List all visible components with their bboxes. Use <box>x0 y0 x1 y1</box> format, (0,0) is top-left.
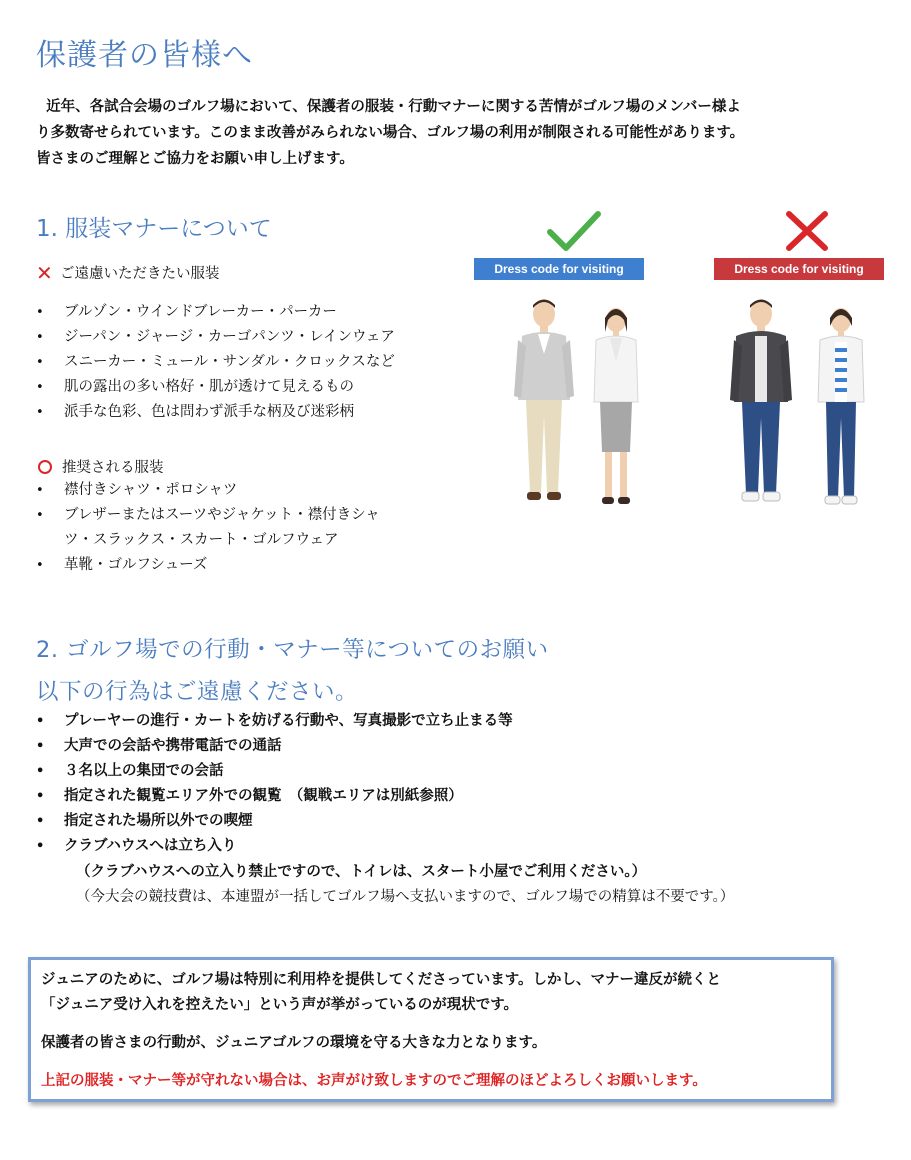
list-item: • 指定された観覧エリア外での観覧 （観戦エリアは別紙参照） <box>36 784 513 809</box>
dress-code-illustration <box>474 208 900 518</box>
list-item: • 派手な色彩、色は問わず派手な柄及び迷彩柄 <box>36 400 395 425</box>
woman-in-casual-figure <box>814 302 868 512</box>
callout-line: 「ジュニア受け入れを控えたい」という声が挙がっているのが現状です。 <box>41 997 519 1013</box>
avoid-subheading <box>36 262 220 283</box>
bad-dress-code-label: Dress code for visiting <box>714 258 884 280</box>
check-icon <box>544 208 604 254</box>
avoid-label: ご遠慮いただきたい服装 <box>60 266 220 282</box>
cross-icon <box>777 208 837 254</box>
avoid-list <box>36 300 395 425</box>
clubhouse-note: （クラブハウスへの立入り禁止ですので、トイレは、スタート小屋でご利用ください。） <box>76 864 647 880</box>
list-item: • ３名以上の集団での会話 <box>36 759 513 784</box>
recommend-label: 推奨される服装 <box>62 460 164 476</box>
list-item: • 襟付きシャツ・ポロシャツ <box>36 478 380 503</box>
callout-line: 保護者の皆さまの行動が、ジュニアゴルフの環境を守る大きな力となります。 <box>41 1035 547 1051</box>
circle-icon <box>38 460 52 474</box>
list-item: • 大声での会話や携帯電話での通話 <box>36 734 513 759</box>
intro-paragraph <box>36 94 886 172</box>
list-item: • クラブハウスへは立ち入り <box>36 834 513 859</box>
callout-warning: 上記の服装・マナー等が守れない場合は、お声がけ致しますのでご理解のほどよろしくお願いします。 <box>41 1073 707 1089</box>
list-item: • ジーパン・ジャージ・カーゴパンツ・レインウェア <box>36 325 395 350</box>
woman-in-jacket-figure <box>590 302 642 512</box>
list-item: • 革靴・ゴルフシューズ <box>36 553 380 578</box>
list-item-continuation: ツ・スラックス・スカート・ゴルフウェア <box>64 532 339 548</box>
section2-heading: 2. ゴルフ場での行動・マナー等についてのお願い <box>36 637 549 663</box>
list-item: • ブルゾン・ウインドブレーカー・パーカー <box>36 300 395 325</box>
recommend-subheading <box>36 456 164 477</box>
intro-line: 皆さまのご理解とご協力をお願い申し上げます。 <box>36 151 354 167</box>
man-in-blazer-figure <box>514 296 574 512</box>
list-item: • スニーカー・ミュール・サンダル・クロックスなど <box>36 350 395 375</box>
good-dress-code-label: Dress code for visiting <box>474 258 644 280</box>
junior-callout-box <box>28 957 834 1102</box>
section1-heading: 1. 服装マナーについて <box>36 216 272 242</box>
cross-icon: ✕ <box>36 260 53 285</box>
list-item: • ブレザーまたはスーツやジャケット・襟付きシャ <box>36 503 380 528</box>
callout-line: ジュニアのために、ゴルフ場は特別に利用枠を提供してくださっています。しかし、マナー違反が続くと <box>41 972 722 988</box>
list-item: • プレーヤーの進行・カートを妨げる行動や、写真撮影で立ち止まる等 <box>36 709 513 734</box>
recommend-list <box>36 478 380 578</box>
manners-list <box>36 709 513 859</box>
section2-subheading: 以下の行為はご遠慮ください。 <box>36 679 359 705</box>
page-title: 保護者の皆様へ <box>36 38 253 73</box>
intro-line: り多数寄せられています。このまま改善がみられない場合、ゴルフ場の利用が制限される可能性があります。 <box>36 125 745 141</box>
list-item: • 指定された場所以外での喫煙 <box>36 809 513 834</box>
man-in-hoodie-figure <box>730 296 792 512</box>
fee-note: （今大会の競技費は、本連盟が一括してゴルフ場へ支払いますので、ゴルフ場での精算は不要です。） <box>76 889 735 905</box>
intro-line: 近年、各試合会場のゴルフ場において、保護者の服装・行動マナーに関する苦情がゴルフ場のメンバー様よ <box>46 99 741 115</box>
list-item: • 肌の露出の多い格好・肌が透けて見えるもの <box>36 375 395 400</box>
